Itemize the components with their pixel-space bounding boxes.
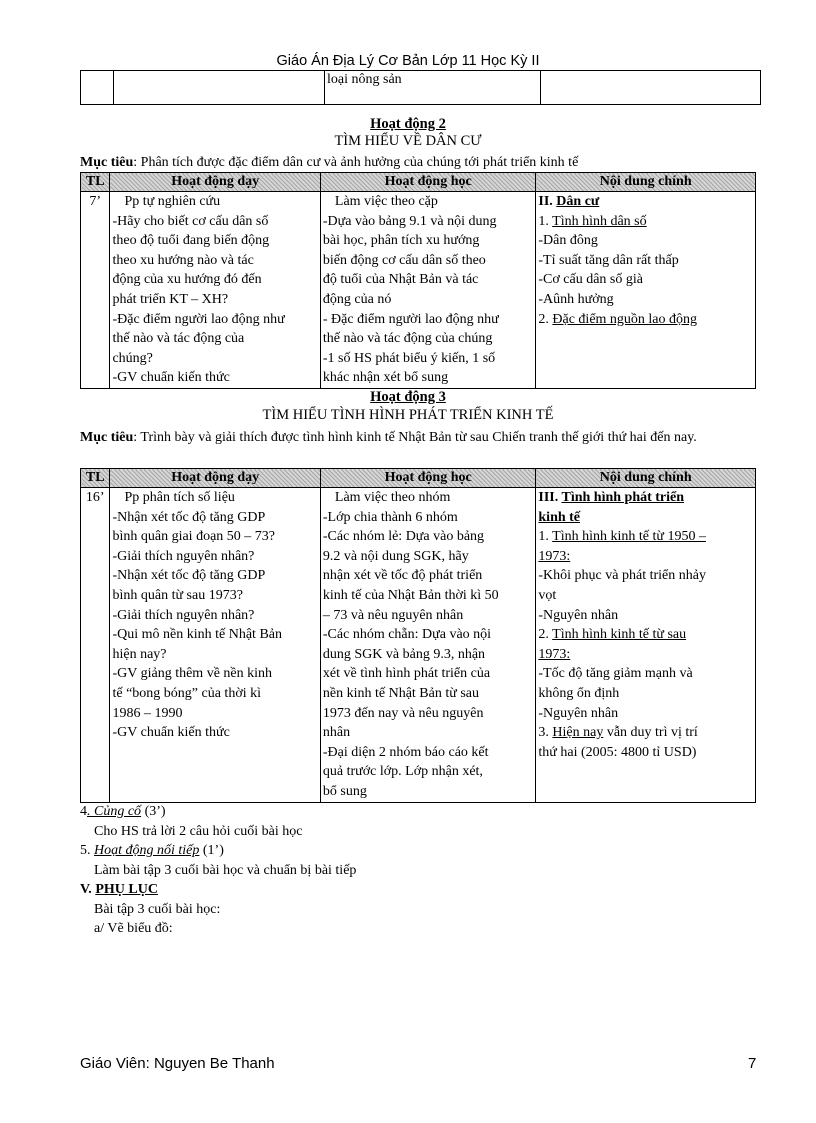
- hoat-dong-hoc-cell: Làm việc theo nhóm -Lớp chia thành 6 nhóm -Các nhóm lẻ: Dựa vào bảng 9.2 và nội dung SGK, hãy nhận xét về tốc độ phát triển kinh tế của Nhật Bản thời kì 50 – 73 và nêu nguyên nhân -Các nhóm chẵn: Dựa vào nội dung SGK và bảng 9.3, nhận xét về tình hình phát triển của nền kinh tế Nhật Bản từ sau 1973 đến nay và nêu nguyên nhân -Đại diện 2 nhóm báo cáo kết quả trước lớp. Lớp nhận xét, bổ sung: [320, 488, 536, 803]
- activity-2-table: [80, 172, 756, 389]
- section-5-heading: 5. Hoạt động nối tiếp (1’): [80, 843, 224, 858]
- activity-2-label: Hoạt động 2: [370, 116, 446, 132]
- col-hoat-dong-day: Hoạt động dạy: [110, 173, 320, 192]
- col-hoat-dong-hoc: Hoạt động học: [320, 173, 536, 192]
- activity-3-table: [80, 468, 756, 803]
- continued-table: [80, 70, 761, 105]
- hoat-dong-hoc-cell: Làm việc theo cặp -Dựa vào bảng 9.1 và nội dung bài học, phân tích xu hướng biến động cơ cấu dân số theo độ tuổi của Nhật Bản và tác động của nó - Đặc điểm người lao động như thế nào và tác động của chúng -1 số HS phát biểu ý kiến, 1 số khác nhận xét bổ sung: [320, 192, 536, 389]
- col-tl: TL: [81, 173, 110, 192]
- col-noi-dung-chinh: Nội dung chính: [536, 469, 756, 488]
- activity-3-objective: Mục tiêu: Trình bày và giải thích được tình hình kinh tế Nhật Bản từ sau Chiến tranh thế giới thứ hai đến nay.: [80, 430, 697, 445]
- noi-dung-chinh-cell: III. Tình hình phát triển kinh tế 1. Tình hình kinh tế từ 1950 – 1973: -Khôi phục và phát triển nhảy vọt -Nguyên nhân 2. Tình hình kinh tế từ sau 1973: -Tốc độ tăng giảm mạnh và không ổn định -Nguyên nhân 3. Hiện nay vẫn duy trì vị trí thứ hai (2005: 4800 tỉ USD): [536, 488, 756, 803]
- tl-cell: 7’: [81, 192, 110, 389]
- activity-2-title: TÌM HIỂU VỀ DÂN CƯ: [334, 133, 482, 149]
- activity-2-objective: Mục tiêu: Phân tích được đặc điểm dân cư và ảnh hưởng của chúng tới phát triển kinh tế: [80, 155, 579, 170]
- section-4-heading: 4. Củng cố (3’): [80, 804, 166, 819]
- activity-3-title: TÌM HIỂU TÌNH HÌNH PHÁT TRIỂN KINH TẾ: [262, 407, 554, 423]
- col-noi-dung-chinh: Nội dung chính: [536, 173, 756, 192]
- continued-hoc-cell: loại nông sản: [325, 71, 541, 105]
- section-4-text: Cho HS trả lời 2 câu hỏi cuối bài học: [94, 823, 303, 839]
- closing-sections: [80, 802, 356, 939]
- hoat-dong-day-cell: Pp phân tích số liệu -Nhận xét tốc độ tăng GDP bình quân giai đoạn 50 – 73? -Giải thích nguyên nhân? -Nhận xét tốc độ tăng GDP bình quân từ sau 1973? -Giải thích nguyên nhân? -Qui mô nền kinh tế Nhật Bản hiện nay? -GV giảng thêm về nền kinh tế “bong bóng” của thời kì 1986 – 1990 -GV chuẩn kiến thức: [110, 488, 320, 803]
- col-tl: TL: [81, 469, 110, 488]
- col-hoat-dong-day: Hoạt động dạy: [110, 469, 320, 488]
- tl-cell: 16’: [81, 488, 110, 803]
- appendix-line-1: Bài tập 3 cuối bài học:: [94, 901, 221, 917]
- col-hoat-dong-hoc: Hoạt động học: [320, 469, 536, 488]
- section-6-heading: V. PHỤ LỤC: [80, 882, 158, 897]
- hoat-dong-day-cell: Pp tự nghiên cứu -Hãy cho biết cơ cấu dân số theo độ tuổi đang biến động theo xu hướng nào và tác động của xu hướng đó đến phát triển KT – XH? -Đặc điểm người lao động như thế nào và tác động của chúng? -GV chuẩn kiến thức: [110, 192, 320, 389]
- page-number: 7: [748, 1055, 757, 1072]
- activity-3-label: Hoạt động 3: [370, 389, 446, 405]
- footer-teacher: Giáo Viên: Nguyen Be Thanh: [80, 1055, 275, 1072]
- section-5-text: Làm bài tập 3 cuối bài học và chuẩn bị bài tiếp: [94, 862, 357, 878]
- noi-dung-chinh-cell: II. Dân cư 1. Tình hình dân số -Dân đông -Tỉ suất tăng dân rất thấp -Cơ cấu dân số già -Aûnh hưởng 2. Đặc điểm nguồn lao động: [536, 192, 756, 389]
- appendix-line-2: a/ Vẽ biểu đồ:: [94, 921, 173, 936]
- page-header: Giáo Án Địa Lý Cơ Bản Lớp 11 Học Kỳ II: [276, 53, 540, 69]
